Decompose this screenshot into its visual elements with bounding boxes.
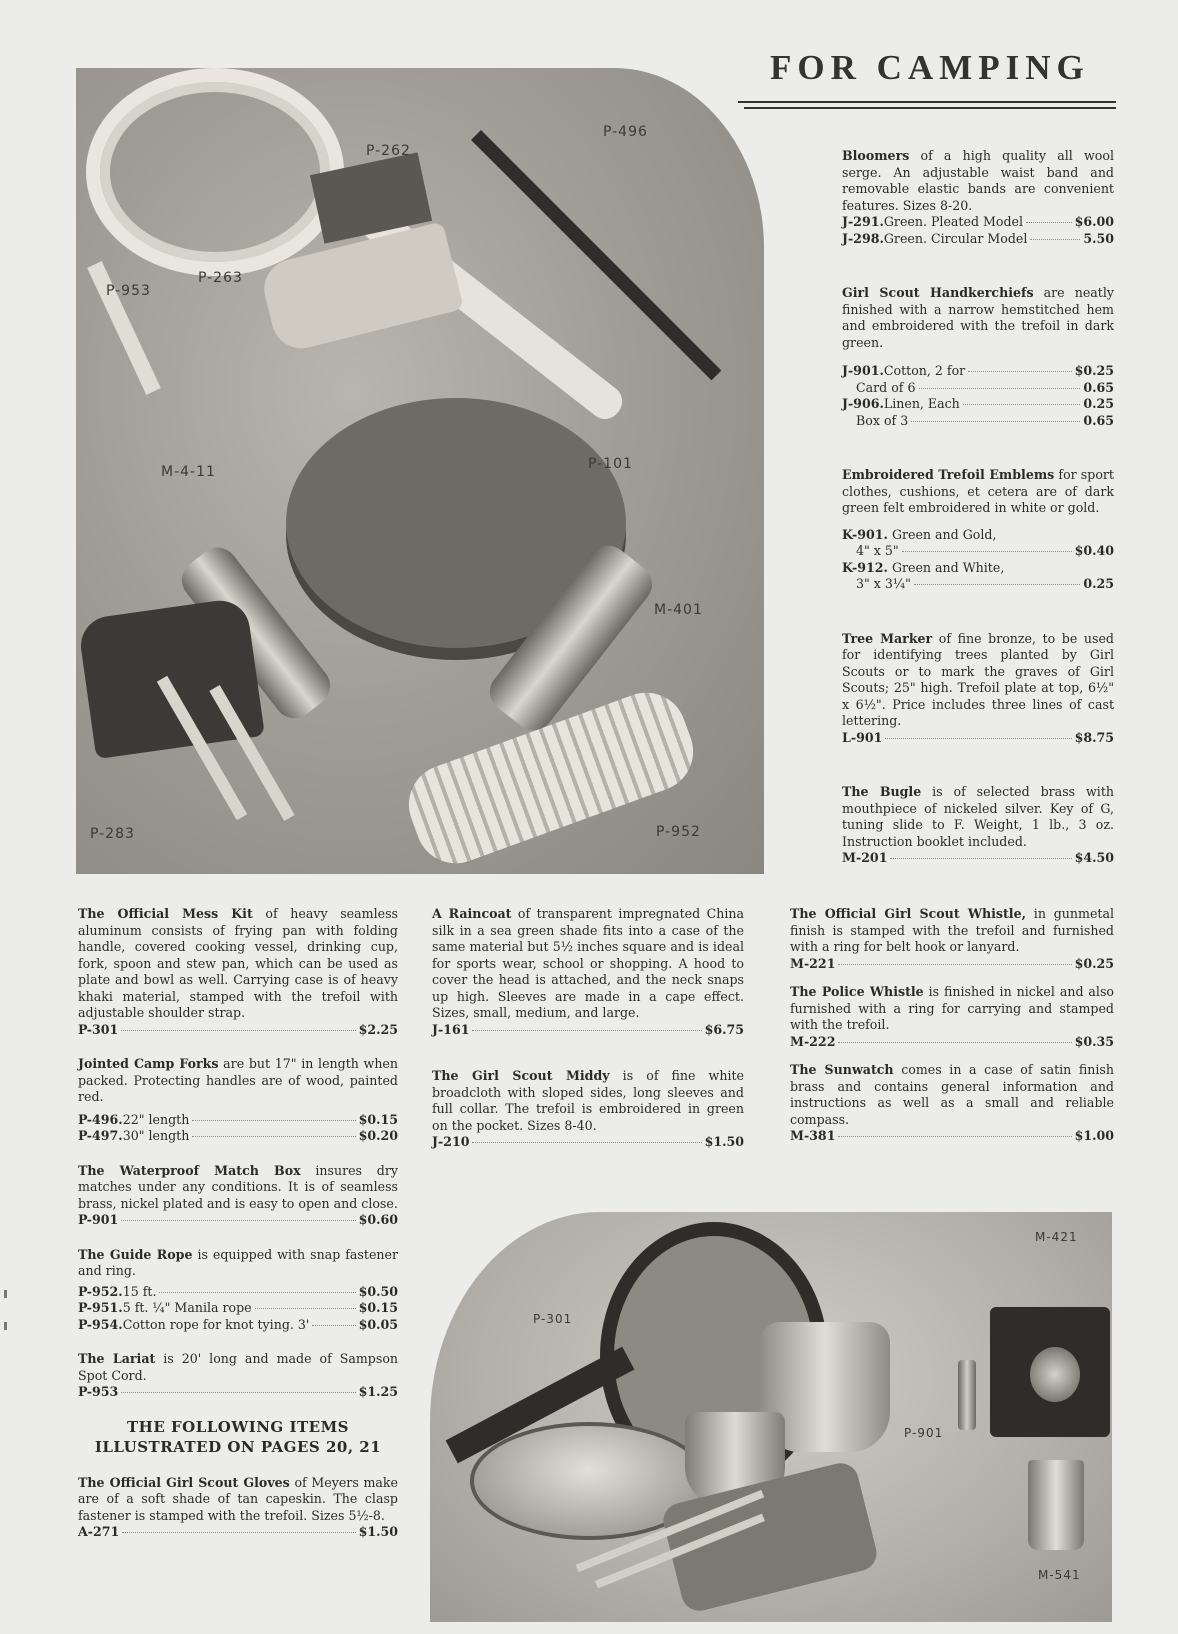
product-gloves — [78, 1475, 398, 1541]
tumbler-image — [1028, 1460, 1084, 1550]
product-description: is of selected brass with mouthpiece of nickeled silver. Key of G, tuning slide to F. Weight, 1 lb., 3 oz. Instruction booklet included. — [842, 784, 1114, 849]
product-title: Bloomers — [842, 148, 910, 163]
camping-gear-photo — [76, 68, 764, 874]
price-row: J-291. Green. Pleated Model $6.00 — [842, 214, 1114, 229]
product-description: are neatly finished with a narrow hemstitched hem and embroidered with the trefoil in dark green. — [842, 285, 1114, 350]
product-description: of heavy seamless aluminum consists of frying pan with folding handle, covered cooking vessel, drinking cup, fork, spoon and stew pan, which can be used as plate and bowl as well. Carrying case is of heavy khaki material, stamped with the trefoil with adjustable shoulder strap. — [78, 906, 398, 1020]
price-row-label: K-912. Green and White, — [842, 559, 1005, 575]
photo-label: P-901 — [904, 1426, 944, 1440]
product-description: is of fine white broadcloth with sloped sides, long sleeves and full collar. The trefoil is embroidered in green on the pocket. Sizes 8-40. — [432, 1068, 744, 1133]
price-row: 4" x 5" $0.40 — [856, 543, 1114, 558]
product-sunwatch — [790, 1062, 1114, 1145]
product-lariat — [78, 1351, 398, 1401]
price-row: J-298. Green. Circular Model 5.50 — [842, 230, 1114, 246]
middle-column — [432, 906, 744, 1169]
product-description: is 20' long and made of Sampson Spot Cord. — [78, 1351, 399, 1383]
product-title: Jointed Camp Forks — [78, 1056, 219, 1071]
price-row: J-906. Linen, Each 0.25 — [842, 396, 1114, 411]
price-row: P-954. Cotton rope for knot tying. 3' $0.05 — [78, 1316, 398, 1332]
product-camp-forks — [78, 1056, 398, 1145]
right-column-bottom — [790, 906, 1114, 1163]
price-row-label: K-901. Green and Gold, — [842, 526, 997, 542]
photo-label: P-953 — [106, 283, 151, 299]
product-description: of a high quality all wool serge. An adjustable waist band and removable elastic bands are convenient features. Sizes 8-20. — [842, 148, 1114, 213]
price-row: P-497. 30" length $0.20 — [78, 1128, 398, 1143]
product-description: insures dry matches under any conditions. It is of seamless brass, nickel plated and is easy to open and close. — [78, 1162, 398, 1211]
product-bugle — [842, 784, 1114, 867]
left-column — [78, 906, 398, 1559]
product-title: Tree Marker — [842, 630, 933, 646]
photo-label: M-4-11 — [161, 464, 216, 480]
price-row: M-381 $1.00 — [790, 1128, 1114, 1143]
product-description: of transparent impregnated China silk in a sea green shade fits into a case of the same material but 5½ inches square and is ideal for sports wear, school or shopping. A hood to cover the head is attached, and the neck snaps up high. Sleeves are made in a cape effect. Sizes, small, medium, and large. — [432, 906, 745, 1020]
product-middy — [432, 1068, 744, 1151]
product-tree-marker — [842, 631, 1114, 747]
product-mess-kit — [78, 906, 398, 1038]
price-row: J-901. Cotton, 2 for $0.25 — [842, 363, 1114, 378]
price-row: L-901 $8.75 — [842, 729, 1114, 745]
price-row: M-221 $0.25 — [790, 955, 1114, 971]
product-bloomers — [842, 148, 1114, 247]
margin-mark — [4, 1290, 7, 1298]
photo-label: P-496 — [603, 124, 648, 140]
product-title: The Lariat — [78, 1351, 156, 1366]
price-row: P-953 $1.25 — [78, 1384, 398, 1399]
product-handkerchiefs — [842, 285, 1114, 429]
price-row: J-210 $1.50 — [432, 1134, 744, 1149]
product-description: are but 17" in length when packed. Protecting handles are of wood, painted red. — [78, 1056, 398, 1104]
photo-label: M-421 — [1035, 1230, 1078, 1244]
photo-label: M-401 — [654, 602, 703, 618]
photo-label: P-301 — [533, 1312, 573, 1326]
price-row: A-271 $1.50 — [78, 1524, 398, 1539]
price-row: P-952. 15 ft. $0.50 — [78, 1283, 398, 1299]
photo-label: M-541 — [1038, 1568, 1081, 1582]
title-rule-top — [738, 101, 1116, 103]
rope-coil-image — [86, 68, 344, 276]
product-title: The Police Whistle — [790, 984, 924, 999]
photo-label: P-283 — [90, 826, 135, 842]
price-row: P-951. 5 ft. ¼" Manila rope $0.15 — [78, 1300, 398, 1315]
product-official-whistle — [790, 906, 1114, 972]
match-box-image — [958, 1360, 976, 1430]
product-title: The Bugle — [842, 784, 922, 799]
product-title: The Waterproof Match Box — [78, 1162, 301, 1178]
product-title: The Sunwatch — [790, 1062, 894, 1077]
product-title: The Official Girl Scout Whistle, — [790, 906, 1026, 921]
product-police-whistle — [790, 984, 1114, 1050]
product-title: Embroidered Trefoil Emblems — [842, 467, 1055, 482]
product-trefoil-emblems — [842, 467, 1114, 593]
price-row: M-222 $0.35 — [790, 1033, 1114, 1049]
product-description: for sport clothes, cushions, et cetera are of dark green felt embroidered in white or gold. — [842, 467, 1114, 515]
price-row: P-901 $0.60 — [78, 1212, 398, 1227]
product-title: Girl Scout Handkerchiefs — [842, 285, 1034, 300]
product-description: is equipped with snap fastener and ring. — [78, 1246, 398, 1278]
price-row: 3" x 3¼" 0.25 — [856, 576, 1114, 591]
product-match-box — [78, 1163, 398, 1229]
price-row: P-496. 22" length $0.15 — [78, 1111, 398, 1127]
lantern-lens-image — [1030, 1347, 1080, 1402]
photo-label: P-952 — [656, 824, 701, 840]
product-description: of fine bronze, to be used for identifying trees planted by Girl Scouts or to mark the graves of Girl Scouts; 25" high. Trefoil plate at top, 6½" x 6½". Price includes three lines of cast lettering. — [842, 630, 1114, 728]
product-description: is finished in nickel and also furnished with a ring for carrying and stamped with the trefoil. — [790, 984, 1114, 1032]
price-row: Box of 3 0.65 — [856, 412, 1114, 428]
product-title: The Girl Scout Middy — [432, 1068, 610, 1083]
photo-label: P-262 — [366, 143, 411, 159]
product-guide-rope — [78, 1247, 398, 1334]
product-raincoat — [432, 906, 744, 1038]
price-row: J-161 $6.75 — [432, 1021, 744, 1037]
price-row: Card of 6 0.65 — [856, 379, 1114, 395]
section-heading: THE FOLLOWING ITEMS ILLUSTRATED ON PAGES 20, 21 — [94, 1417, 382, 1456]
rope-tail-image — [87, 261, 161, 395]
product-description: in gunmetal finish is stamped with the trefoil and furnished with a ring for belt hook or lanyard. — [790, 906, 1114, 954]
product-description: comes in a case of satin finish brass and contains general information and instructions as well as a small and reliable compass. — [790, 1062, 1114, 1127]
photo-label: P-263 — [198, 270, 243, 286]
title-rule-bottom — [744, 107, 1116, 109]
product-title: A Raincoat — [432, 906, 512, 921]
mess-kit-photo — [430, 1212, 1112, 1622]
price-row: M-201 $4.50 — [842, 850, 1114, 865]
product-title: The Official Girl Scout Gloves — [78, 1474, 290, 1490]
product-description: of Meyers make are of a soft shade of tan capeskin. The clasp fastener is stamped with the trefoil. Sizes 5½-8. — [78, 1474, 399, 1523]
product-title: The Guide Rope — [78, 1246, 193, 1262]
right-column-top — [842, 148, 1114, 885]
product-title: The Official Mess Kit — [78, 906, 253, 921]
margin-mark — [4, 1322, 7, 1330]
page-title: FOR CAMPING — [770, 48, 1090, 87]
price-row: P-301 $2.25 — [78, 1021, 398, 1037]
photo-label: P-101 — [588, 456, 633, 472]
